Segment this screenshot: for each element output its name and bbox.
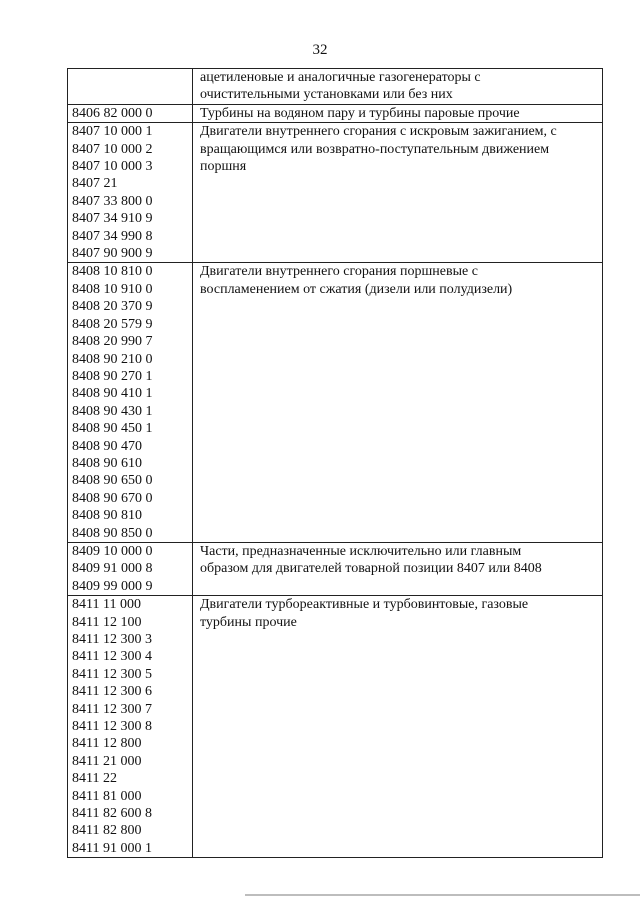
tariff-code: 8408 20 990 7 — [72, 334, 153, 350]
description-text: образом для двигателей товарной позиции 8407 или 8408 — [200, 561, 542, 577]
table-row — [68, 123, 603, 263]
tariff-code: 8408 90 810 — [72, 508, 142, 524]
tariff-code: 8411 82 800 — [72, 823, 142, 839]
tariff-code: 8411 91 000 1 — [72, 840, 152, 856]
tariff-code: 8411 12 100 — [72, 614, 142, 630]
description-cell — [193, 104, 603, 122]
table-body — [68, 69, 603, 858]
tariff-code: 8411 12 300 5 — [72, 666, 152, 682]
description-cell — [193, 596, 603, 858]
description-text: воспламенением от сжатия (дизели или полудизели) — [200, 281, 513, 297]
tariff-code-table — [67, 68, 603, 858]
tariff-code: 8406 82 000 0 — [72, 105, 153, 121]
code-cell — [68, 596, 193, 858]
description-cell — [193, 263, 603, 543]
tariff-code: 8408 90 670 0 — [72, 490, 153, 506]
tariff-code: 8407 34 910 9 — [72, 211, 153, 227]
tariff-code: 8408 90 210 0 — [72, 351, 153, 367]
code-cell — [68, 69, 193, 105]
tariff-code: 8408 90 650 0 — [72, 473, 153, 489]
tariff-code: 8408 90 270 1 — [72, 368, 153, 384]
tariff-code: 8408 20 370 9 — [72, 299, 153, 315]
tariff-code: 8411 12 800 — [72, 736, 142, 752]
tariff-code: 8411 12 300 7 — [72, 701, 152, 717]
tariff-code: 8408 90 610 — [72, 455, 142, 471]
tariff-code: 8408 20 579 9 — [72, 316, 153, 332]
tariff-code: 8407 33 800 0 — [72, 193, 153, 209]
code-cell — [68, 263, 193, 543]
tariff-code: 8408 10 910 0 — [72, 281, 153, 297]
page-number: 32 — [312, 42, 328, 58]
tariff-code: 8408 90 410 1 — [72, 386, 153, 402]
description-cell — [193, 123, 603, 263]
tariff-code: 8411 12 300 3 — [72, 632, 152, 647]
tariff-code: 8407 34 990 8 — [72, 228, 153, 244]
code-cell — [68, 542, 193, 595]
scan-edge-line — [245, 894, 640, 896]
tariff-code: 8409 10 000 0 — [72, 543, 153, 559]
table-row — [68, 69, 603, 105]
table-row — [68, 263, 603, 543]
tariff-code: 8408 90 450 1 — [72, 421, 153, 437]
description-text: ацетиленовые и аналогичные газогенераторы с — [200, 70, 481, 85]
tariff-code: 8407 10 000 3 — [72, 159, 153, 175]
description-text: Двигатели турбореактивные и турбовинтовые, газовые — [200, 597, 529, 613]
tariff-code: 8411 21 000 — [72, 753, 142, 769]
tariff-code: 8407 21 — [72, 176, 118, 192]
description-text: поршня — [200, 159, 247, 175]
tariff-code: 8408 10 810 0 — [72, 264, 153, 280]
table-row — [68, 542, 603, 595]
tariff-code: 8409 91 000 8 — [72, 561, 153, 577]
description-text: Двигатели внутреннего сгорания поршневые с — [200, 264, 478, 280]
description-text: очистительными установками или без них — [200, 87, 453, 103]
tariff-code: 8407 10 000 2 — [72, 141, 153, 157]
description-text: Части, предназначенные исключительно или главным — [200, 543, 522, 559]
tariff-code: 8411 22 — [72, 771, 117, 787]
tariff-code: 8408 90 470 — [72, 438, 142, 454]
tariff-code: 8409 99 000 9 — [72, 578, 153, 594]
tariff-code: 8407 10 000 1 — [72, 124, 153, 140]
tariff-code: 8407 90 900 9 — [72, 246, 153, 262]
description-text: Двигатели внутреннего сгорания с искровым зажиганием, с — [200, 124, 557, 140]
table-row — [68, 596, 603, 858]
tariff-code: 8411 12 300 6 — [72, 684, 152, 700]
tariff-code: 8411 82 600 8 — [72, 806, 152, 822]
description-cell — [193, 69, 603, 105]
tariff-code: 8408 90 850 0 — [72, 525, 153, 541]
tariff-code: 8411 12 300 8 — [72, 719, 152, 735]
code-cell — [68, 123, 193, 263]
description-text: вращающимся или возвратно-поступательным движением — [200, 141, 550, 157]
description-cell — [193, 542, 603, 595]
tariff-code: 8411 81 000 — [72, 788, 142, 804]
table-row — [68, 104, 603, 122]
tariff-code: 8411 12 300 4 — [72, 649, 152, 665]
tariff-code — [72, 69, 192, 86]
code-cell — [68, 104, 193, 122]
tariff-code: 8408 90 430 1 — [72, 403, 153, 419]
tariff-code: 8411 11 000 — [72, 597, 141, 613]
description-text: турбины прочие — [200, 614, 297, 630]
description-text: Турбины на водяном пару и турбины паровые прочие — [200, 105, 520, 121]
